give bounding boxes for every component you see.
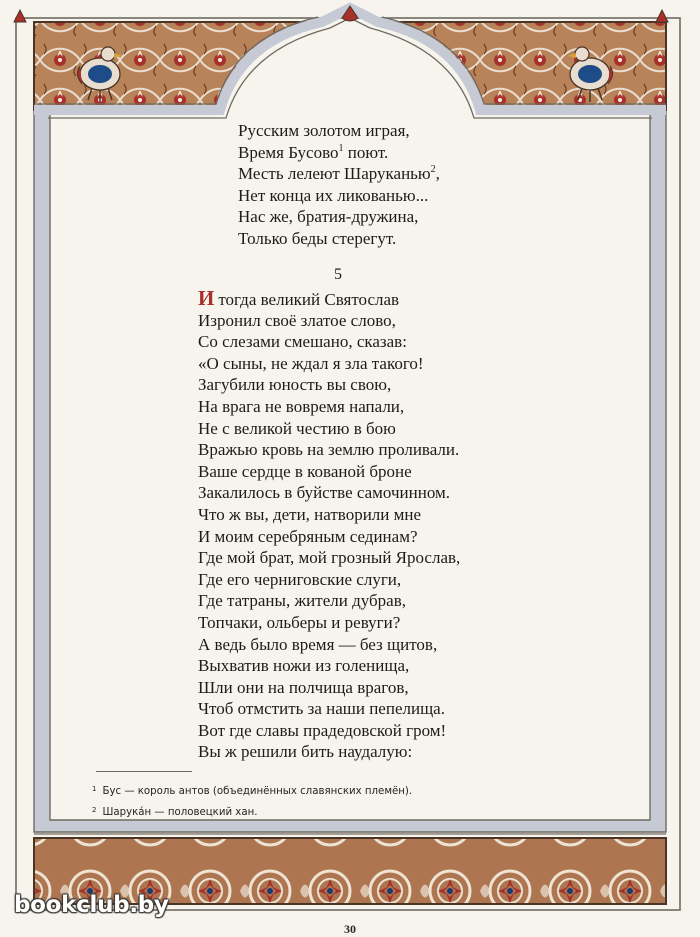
verse-line: «О сыны, не ждал я зла такого!	[198, 353, 424, 373]
verse-line: Где его черниговские слуги,	[198, 569, 402, 589]
verse-line: Вы ж решили бить наудалую:	[198, 742, 413, 762]
verse-line: Нет конца их ликованью...	[238, 185, 429, 205]
footnote-divider	[96, 771, 192, 772]
watermark: bookclub.by	[14, 892, 169, 918]
verse-line: Месть лелеют Шаруканью$^2$,	[238, 164, 440, 184]
verse-line: Изронил своё златое слово,	[198, 310, 396, 330]
verse-line: Русским золотом играя,	[238, 121, 410, 140]
footnote-item: $^2$ Шарука́н — половецкий хан.	[92, 806, 258, 818]
verse-line: Закалилось в буйстве самочинном.	[198, 483, 451, 503]
footnote-mark[interactable]: 2	[430, 164, 436, 176]
verse-line: Только беды стерегут.	[238, 228, 397, 248]
verse-line: Вражью кровь на землю проливали.	[198, 440, 460, 460]
stanza-top	[238, 120, 440, 250]
verse-line: Где мой брат, мой грозный Ярослав,	[198, 548, 461, 568]
verse-line: А ведь было время — без щитов,	[198, 634, 438, 654]
verse-line: Где татраны, жители дубрав,	[198, 591, 406, 611]
footnotes	[92, 780, 412, 822]
verse-line: На врага не вовремя напали,	[198, 396, 405, 416]
verse-line: Загубили юность вы свою,	[198, 375, 392, 395]
stanza-main	[198, 288, 460, 763]
drop-cap: И	[198, 286, 215, 310]
page-number: 30	[344, 922, 356, 936]
verse-line: Выхватив ножи из голенища,	[198, 656, 410, 676]
verse-line-first: И тогда великий Святослав	[198, 286, 400, 310]
verse-line: Топчаки, ольберы и ревуги?	[198, 612, 401, 632]
footnote-mark[interactable]: 1	[338, 142, 344, 154]
verse-line: И моим серебряным сединам?	[198, 526, 418, 546]
verse-line: Нас же, братия-дружина,	[238, 207, 419, 227]
verse-line: Что ж вы, дети, натворили мне	[198, 504, 422, 524]
verse-line: Не с великой честию в бою	[198, 418, 396, 438]
verse-line: Вот где славы прадедовской гром!	[198, 720, 447, 740]
verse-line: Шли они на полчища врагов,	[198, 677, 409, 697]
verse-line: Время Бусово$^1$ поют.	[238, 142, 389, 162]
footnote-item: $^1$ Бус — король антов (объединённых славянских племён).	[92, 785, 413, 797]
verse-line: Чтоб отмстить за наши пепелища.	[198, 699, 445, 719]
section-number: 5	[334, 266, 342, 283]
verse-line: Ваше сердце в кованой броне	[198, 461, 412, 481]
verse-line: Со слезами смешано, сказав:	[198, 332, 407, 352]
